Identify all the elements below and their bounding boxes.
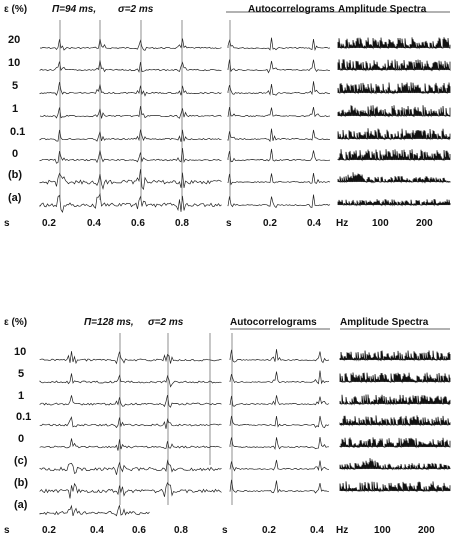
signal-trace [228,129,330,142]
spectrum-trace [340,415,450,425]
signal-trace [40,373,222,386]
row-label: 10 [8,57,21,69]
epsilon-axis-label: ε (%) [4,4,28,15]
time-axis-tick: 0.4 [87,218,101,229]
time-axis-tick: 0.8 [175,218,189,229]
signal-trace [228,107,330,117]
signal-trace [40,461,222,475]
bottom-figure [0,305,463,540]
signal-trace [40,60,222,71]
spectrum-trace [340,373,450,383]
signal-trace [228,38,330,50]
spectrum-trace [338,82,450,93]
signal-trace [40,39,222,51]
spectra-axis-tick: 100 [374,525,391,536]
row-label: (b) [14,477,29,489]
signal-trace [40,439,222,451]
signal-trace [40,169,222,189]
signal-trace [40,505,150,516]
spectrum-trace [340,458,450,469]
signal-trace [228,195,330,208]
spectra-axis-unit: Hz [336,218,349,229]
signal-trace [230,480,329,493]
autocorr-axis-tick: 0.4 [307,218,321,229]
row-label: 1 [12,103,19,115]
time-axis-tick: 0.2 [42,525,56,536]
time-axis-tick: 0.2 [42,218,56,229]
spectrum-trace [340,351,450,361]
spectrum-trace [340,395,450,405]
signal-trace [40,417,222,429]
row-label: (b) [8,169,23,181]
signal-trace [228,173,330,184]
spectra-axis-tick: 200 [416,218,433,229]
spectrum-trace [340,437,450,447]
time-axis-unit: s [4,525,10,536]
row-label: 0 [12,148,19,160]
time-axis-tick: 0.4 [90,525,104,536]
signal-trace [40,483,222,499]
signal-trace [40,351,222,363]
signal-trace [40,82,222,96]
signal-trace [40,130,222,142]
spectrum-trace [338,128,450,139]
spectrum-trace [338,59,450,70]
signal-trace [228,60,330,73]
spectrum-trace [338,37,450,48]
autocorr-axis-tick: 0.2 [263,218,277,229]
row-label: 20 [8,34,21,46]
row-label: (a) [8,192,22,204]
row-label: 5 [18,368,25,380]
signal-trace [230,416,329,428]
signal-trace [40,148,222,163]
sigma-label: σ=2 ms [118,4,154,15]
spectra-axis-tick: 100 [372,218,389,229]
amplitude-spectra-title: Amplitude Spectra [340,317,429,328]
signal-trace [230,371,329,384]
spectrum-trace [338,105,450,116]
spectrum-trace [340,481,450,491]
spectrum-trace [338,149,450,160]
signal-trace [40,395,222,407]
row-label: 1 [18,390,25,402]
row-label: 5 [12,80,19,92]
autocorr-axis-unit: s [226,218,232,229]
signal-trace [230,349,329,362]
spectrum-trace [338,172,450,182]
period-label: Π=94 ms, [52,4,97,15]
autocorr-axis-unit: s [222,525,228,536]
signal-trace [230,460,329,471]
row-label: 0.1 [16,411,32,423]
amplitude-spectra-title: Amplitude Spectra [338,4,427,15]
row-label: 0 [18,433,25,445]
autocorrelograms-title: Autocorrelograms [230,317,317,328]
signal-trace [228,149,330,162]
signal-trace [228,81,330,95]
signal-trace [40,194,222,212]
row-label: 0.1 [10,126,26,138]
autocorr-axis-tick: 0.2 [262,525,276,536]
epsilon-axis-label: ε (%) [4,317,28,328]
top-figure-traces [0,0,463,250]
time-axis-tick: 0.8 [174,525,188,536]
row-label: (a) [14,499,28,511]
period-label: Π=128 ms, [84,317,134,328]
time-axis-tick: 0.6 [132,525,146,536]
autocorr-axis-tick: 0.4 [310,525,324,536]
row-label: (c) [14,455,28,467]
time-axis-tick: 0.6 [131,218,145,229]
signal-trace [40,106,222,118]
spectrum-trace [338,199,450,205]
autocorrelograms-title: Autocorrelograms [248,4,335,15]
spectra-axis-unit: Hz [336,525,349,536]
sigma-label: σ=2 ms [148,317,184,328]
spectra-axis-tick: 200 [418,525,435,536]
row-label: 10 [14,346,27,358]
top-figure [0,0,463,250]
signal-trace [230,437,329,449]
bottom-figure-traces [0,305,463,540]
signal-trace [230,395,329,406]
time-axis-unit: s [4,218,10,229]
